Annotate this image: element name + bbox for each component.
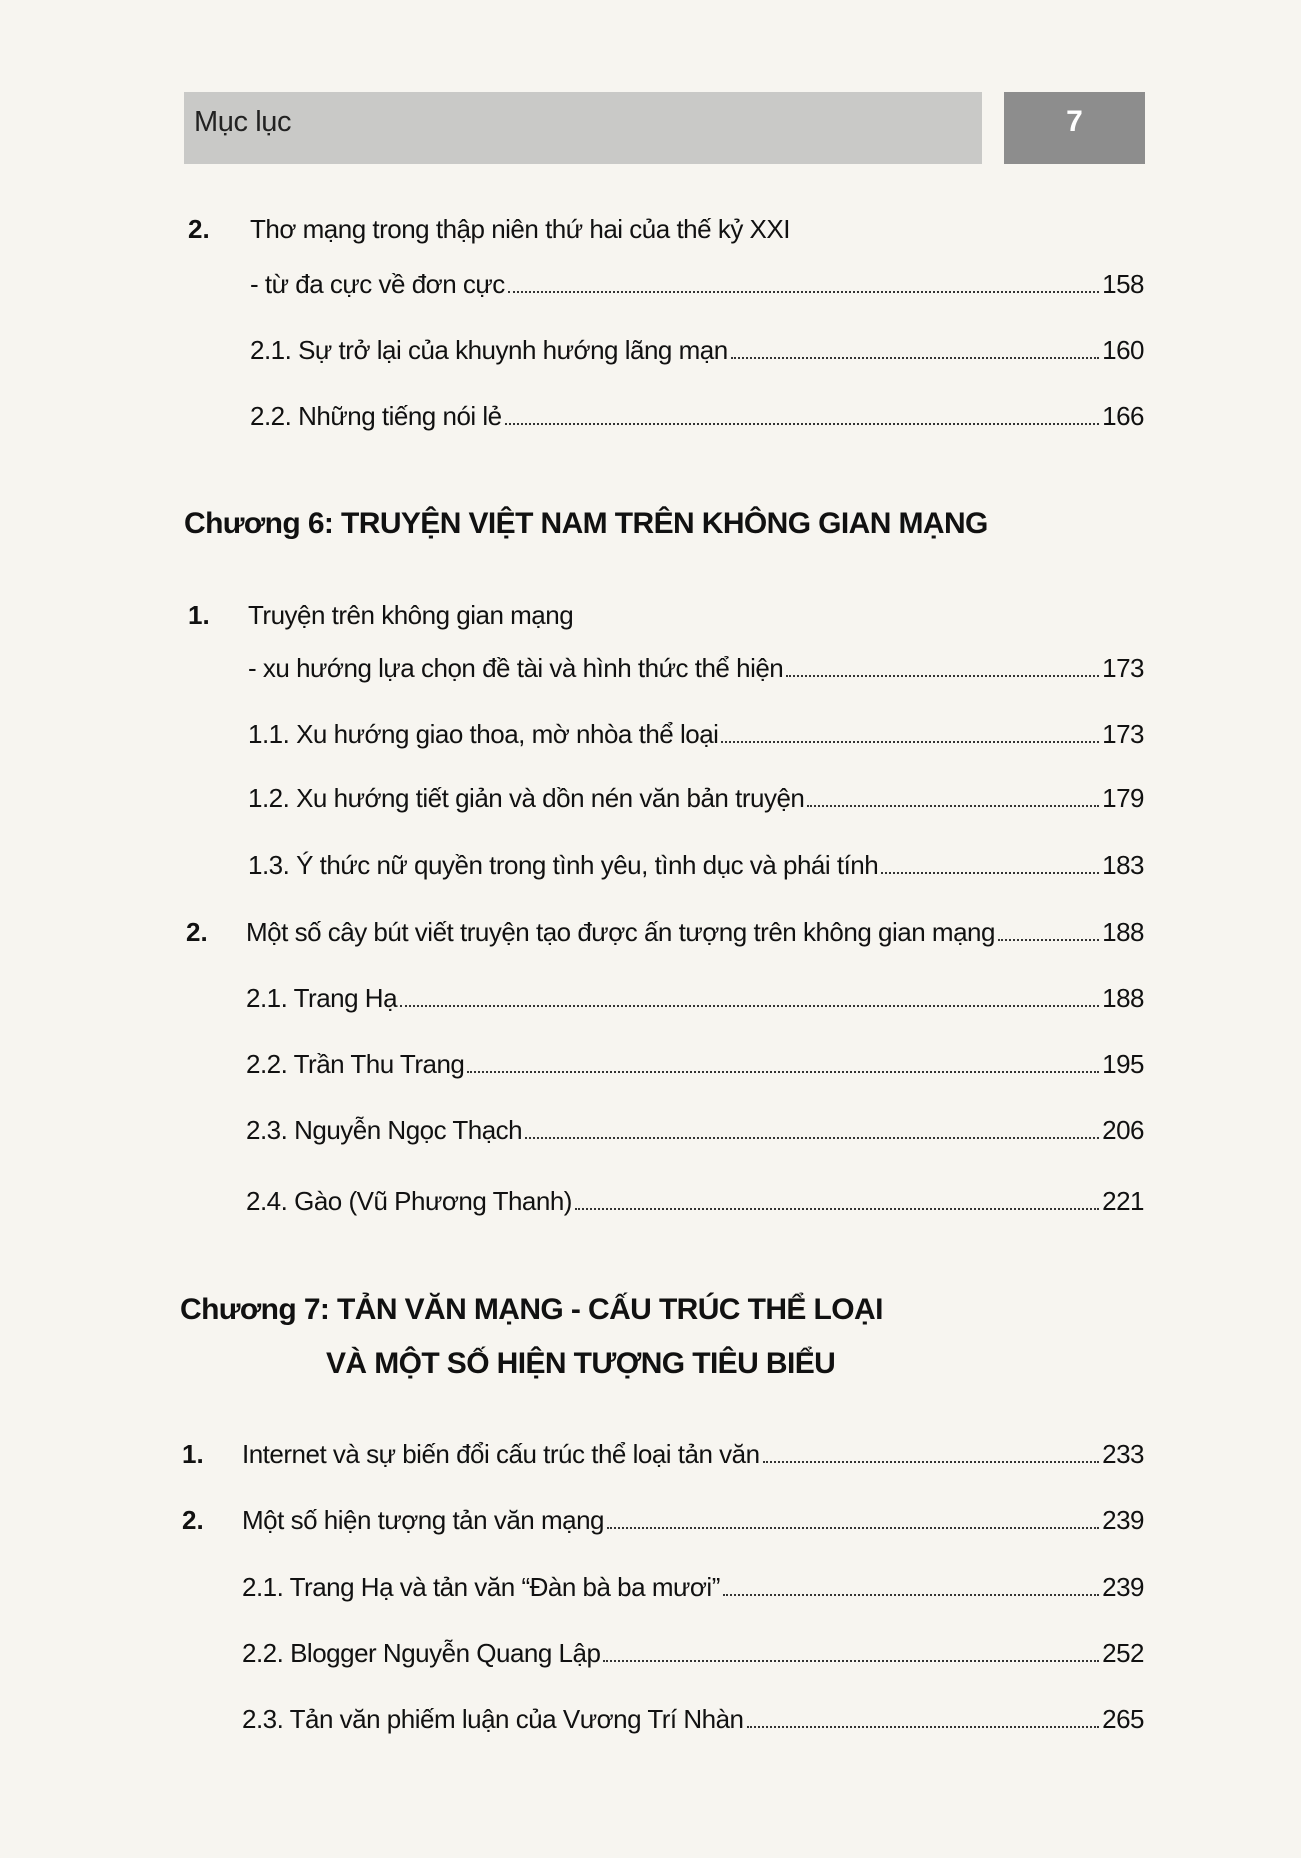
toc-entry — [242, 1437, 1144, 1471]
toc-entry — [250, 399, 1144, 433]
toc-entry — [242, 1570, 1144, 1604]
toc-entry-page: 173 — [1102, 653, 1144, 683]
toc-entry-title: 2.1. Trang Hạ và tản văn “Đàn bà ba mươi” — [242, 1572, 720, 1602]
dot-leader — [721, 741, 1099, 743]
toc-entry — [248, 651, 1144, 685]
toc-entry-title: - từ đa cực về đơn cực — [250, 269, 505, 299]
toc-entry — [248, 848, 1144, 882]
dot-leader — [723, 1594, 1099, 1596]
toc-entry-page: 221 — [1102, 1186, 1144, 1216]
toc-entry — [242, 1702, 1144, 1736]
toc-entry — [250, 267, 1144, 301]
toc-entry — [250, 333, 1144, 367]
section-number: 2. — [186, 917, 208, 947]
toc-entry-title: Truyện trên không gian mạng — [248, 600, 574, 630]
dot-leader — [881, 872, 1099, 874]
section-number: 2. — [182, 1505, 204, 1535]
dot-leader — [731, 357, 1099, 359]
toc-entry-title: Thơ mạng trong thập niên thứ hai của thế kỷ XXI — [250, 214, 790, 244]
dot-leader — [603, 1660, 1099, 1662]
toc-entry-page: 239 — [1102, 1505, 1144, 1535]
toc-entry — [246, 1184, 1144, 1218]
dot-leader — [400, 1005, 1099, 1007]
toc-entry-page: 239 — [1102, 1572, 1144, 1602]
toc-entry — [246, 1047, 1144, 1081]
toc-entry-title: 2.2. Những tiếng nói lẻ — [250, 401, 502, 431]
toc-entry-title: - xu hướng lựa chọn đề tài và hình thức thể hiện — [248, 653, 784, 683]
toc-entry — [248, 781, 1144, 815]
toc-entry — [246, 1113, 1144, 1147]
toc-entry — [242, 1503, 1144, 1537]
section-number: 1. — [188, 600, 210, 630]
dot-leader — [508, 291, 1099, 293]
dot-leader — [467, 1071, 1099, 1073]
toc-entry-page: 179 — [1102, 783, 1144, 813]
toc-entry-title: 2.4. Gào (Vũ Phương Thanh) — [246, 1186, 572, 1216]
section-number: 1. — [182, 1439, 204, 1469]
chapter-heading-continued: VÀ MỘT SỐ HIỆN TƯỢNG TIÊU BIỂU — [326, 1347, 836, 1380]
toc-entry-title: 2.2. Trần Thu Trang — [246, 1049, 465, 1079]
toc-entry-page: 160 — [1102, 335, 1144, 365]
toc-entry-title: 2.1. Sự trở lại của khuynh hướng lãng mạn — [250, 335, 728, 365]
toc-entry-page: 173 — [1102, 719, 1144, 749]
toc-entry-page: 166 — [1102, 401, 1144, 431]
toc-entry-title: 2.1. Trang Hạ — [246, 983, 398, 1013]
page-number-box — [1004, 92, 1145, 164]
toc-entry-page: 195 — [1102, 1049, 1144, 1079]
chapter-heading: Chương 6: TRUYỆN VIỆT NAM TRÊN KHÔNG GIAN MẠNG — [184, 507, 988, 540]
running-header-title: Mục lục — [194, 106, 292, 138]
toc-entry-title: Internet và sự biến đổi cấu trúc thể loại tản văn — [242, 1439, 760, 1469]
dot-leader — [575, 1208, 1099, 1210]
dot-leader — [607, 1527, 1099, 1529]
toc-entry-title: 2.3. Tản văn phiếm luận của Vương Trí Nhàn — [242, 1704, 744, 1734]
toc-entry — [246, 981, 1144, 1015]
dot-leader — [786, 675, 1099, 677]
header-bar — [184, 92, 982, 164]
dot-leader — [747, 1726, 1100, 1728]
toc-entry-page: 183 — [1102, 850, 1144, 880]
toc-entry-title: 2.2. Blogger Nguyễn Quang Lập — [242, 1638, 601, 1668]
section-number: 2. — [188, 214, 210, 244]
dot-leader — [998, 939, 1099, 941]
dot-leader — [505, 423, 1099, 425]
toc-entry-title: 2.3. Nguyễn Ngọc Thạch — [246, 1115, 523, 1145]
toc-entry-title: 1.1. Xu hướng giao thoa, mờ nhòa thể loại — [248, 719, 719, 749]
toc-entry — [246, 915, 1144, 949]
toc-entry-page: 188 — [1102, 917, 1144, 947]
toc-entry — [248, 717, 1144, 751]
toc-entry-title: Một số cây bút viết truyện tạo được ấn tượng trên không gian mạng — [246, 917, 995, 947]
toc-entry-page: 252 — [1102, 1638, 1144, 1668]
toc-entry-page: 233 — [1102, 1439, 1144, 1469]
dot-leader — [807, 805, 1099, 807]
toc-entry-page: 158 — [1102, 269, 1144, 299]
toc-entry — [242, 1636, 1144, 1670]
toc-entry-page: 188 — [1102, 983, 1144, 1013]
page-number: 7 — [1066, 105, 1083, 138]
toc-entry-page: 206 — [1102, 1115, 1144, 1145]
chapter-heading: Chương 7: TẢN VĂN MẠNG - CẤU TRÚC THỂ LOẠI — [180, 1293, 883, 1326]
toc-entry-title: 1.3. Ý thức nữ quyền trong tình yêu, tình dục và phái tính — [248, 850, 879, 880]
toc-entry-title: 1.2. Xu hướng tiết giản và dồn nén văn bản truyện — [248, 783, 805, 813]
dot-leader — [763, 1461, 1100, 1463]
dot-leader — [525, 1137, 1099, 1139]
toc-entry-page: 265 — [1102, 1704, 1144, 1734]
toc-entry-title: Một số hiện tượng tản văn mạng — [242, 1505, 604, 1535]
